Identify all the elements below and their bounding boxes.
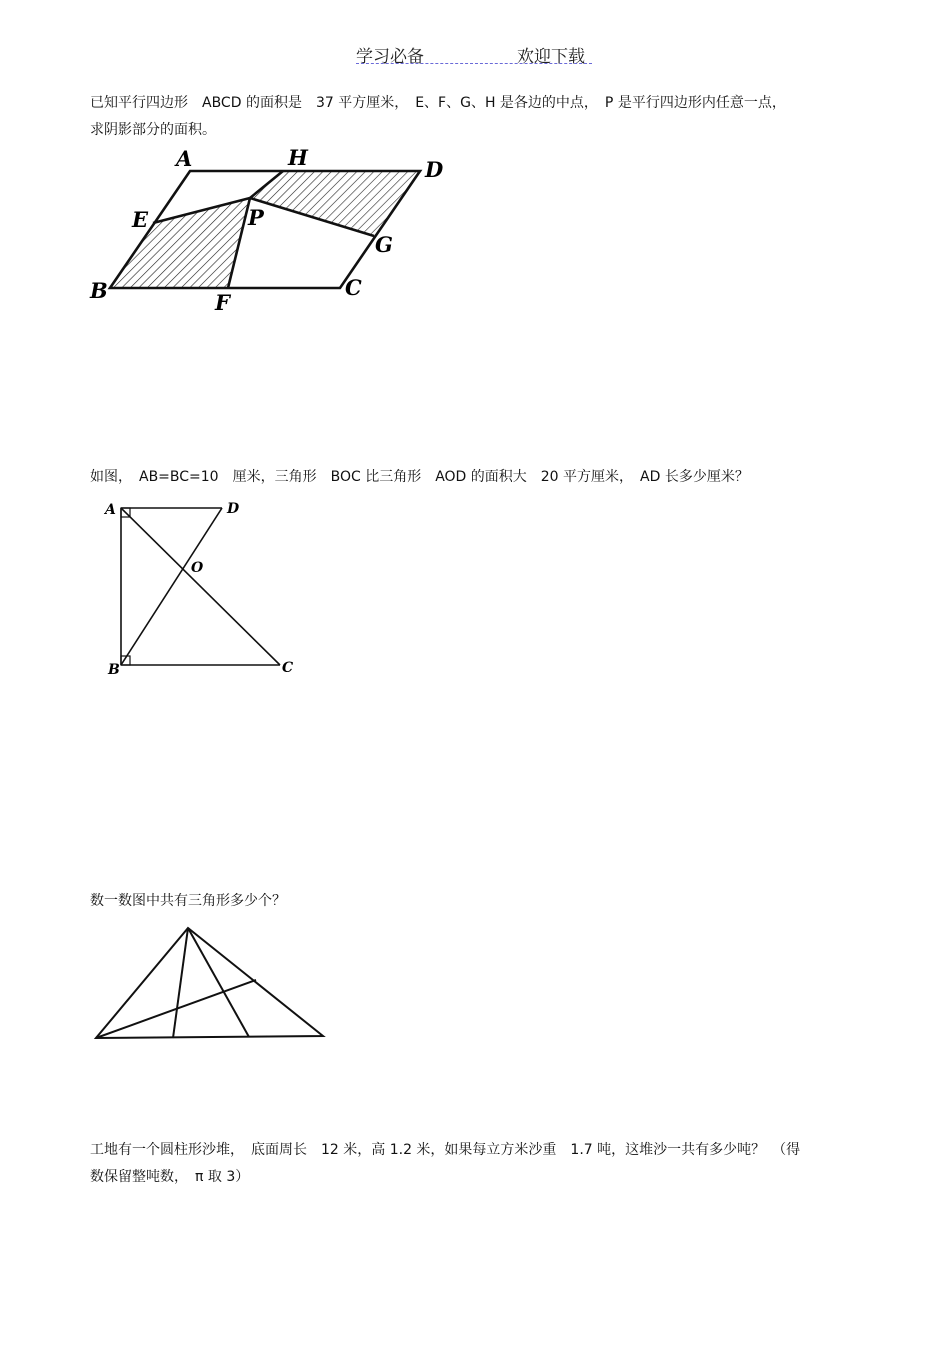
header-right-text: 欢迎下载 [517, 47, 585, 67]
question-2 [90, 464, 749, 491]
label-E: E [132, 207, 149, 232]
question-4-line-1: 工地有一个圆柱形沙堆， 底面周长 12 米，高 1.2 米，如果每立方米沙重 1.7 吨，这堆沙一共有多少吨？ （得 [90, 1142, 801, 1158]
parallelogram-figure [88, 143, 448, 318]
label-P: P [248, 205, 264, 230]
label-B: B [90, 278, 108, 303]
label-O: O [191, 560, 204, 576]
header-left-text: 学习必备 [356, 47, 424, 67]
question-1-line-1: 已知平行四边形 ABCD 的面积是 37 平方厘米， E、F、G、H 是各边的中点， P 是平行四边形内任意一点， [90, 95, 786, 111]
question-2-line-1: 如图， AB=BC=10 厘米，三角形 BOC 比三角形 AOD 的面积大 20 平方厘米， AD 长多少厘米？ [90, 469, 749, 485]
label-A: A [176, 146, 193, 171]
label-H: H [288, 145, 308, 170]
page-header [0, 40, 950, 70]
header-underline [356, 63, 592, 64]
label-F: F [215, 290, 230, 315]
question-4 [90, 1137, 800, 1191]
label-D: D [425, 157, 444, 182]
shaded-region-left [110, 198, 250, 288]
shaded-region-right [250, 171, 420, 236]
question-3 [90, 888, 286, 915]
triangle-count-figure [90, 920, 330, 1045]
label-C: C [282, 660, 294, 676]
question-1-line-2: 求阴影部分的面积。 [90, 122, 216, 138]
question-1 [90, 90, 786, 144]
question-4-line-2: 数保留整吨数， π 取 3） [90, 1169, 250, 1185]
label-A: A [105, 502, 116, 518]
label-G: G [375, 232, 393, 257]
label-B: B [108, 662, 120, 678]
label-C: C [345, 275, 362, 300]
question-3-line-1: 数一数图中共有三角形多少个？ [90, 893, 286, 909]
label-D: D [227, 501, 240, 517]
trapezoid-figure [100, 495, 300, 680]
